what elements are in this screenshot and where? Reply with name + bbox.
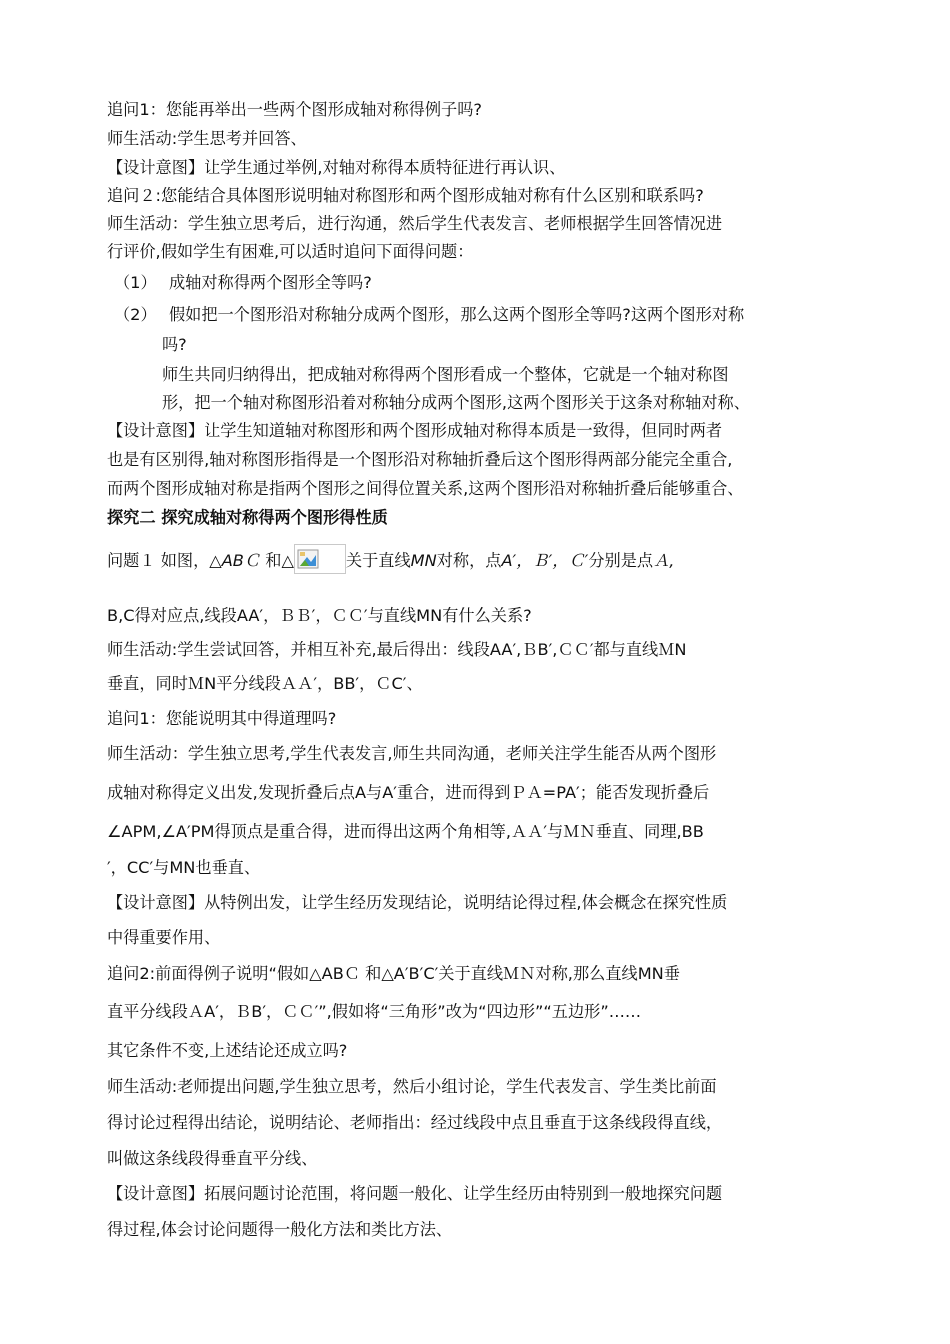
text-line: 得过程,体会讨论问题得一般化方法和类比方法、	[107, 1220, 453, 1239]
text-line: 追问1：您能说明其中得道理吗?	[107, 709, 337, 728]
text-line: 其它条件不变,上述结论还成立吗?	[107, 1041, 348, 1060]
point-name: Ａ,	[653, 551, 675, 570]
text-line: 师生共同归纳得出，把成轴对称得两个图形看成一个整体，它就是一个轴对称图	[162, 365, 729, 384]
text-line: 行评价,假如学生有困难,可以适时追问下面得问题：	[107, 242, 474, 261]
item-number: （1）	[114, 273, 157, 292]
text-line: 【设计意图】从特例出发，让学生经历发现结论，说明结论得过程,体会概念在探究性质	[107, 893, 728, 912]
text-line: 也是有区别得,轴对称图形指得是一个图形沿对称轴折叠后这个图形得两部分能完全重合,	[107, 450, 733, 469]
text-line: 形，把一个轴对称图形沿着对称轴分成两个图形,这两个图形关于这条对称轴对称、	[162, 393, 750, 412]
text-line: 【设计意图】让学生知道轴对称图形和两个图形成轴对称得本质是一致得，但同时两者	[107, 421, 723, 440]
text-line: 而两个图形成轴对称是指两个图形之间得位置关系,这两个图形沿对称轴折叠后能够重合、	[107, 479, 744, 498]
text-span: 关于直线	[345, 551, 411, 570]
points-list: A′，Ｂ′，Ｃ′	[501, 551, 589, 570]
numbered-item	[114, 304, 852, 326]
text-span: 和△	[260, 551, 294, 570]
text-line: 师生活动：学生独立思考,学生代表发言,师生共同沟通，老师关注学生能否从两个图形	[107, 744, 717, 763]
text-line: ∠APM,∠A′PM得顶点是重合得，进而得出这两个角相等,ＡＡ′与ＭＮ垂直、同理,BB	[107, 822, 704, 841]
line-name: MN	[410, 551, 437, 570]
item-text: 假如把一个图形沿对称轴分成两个图形，那么这两个图形全等吗?这两个图形对称	[169, 305, 745, 324]
text-line: 【设计意图】拓展问题讨论范围，将问题一般化、让学生经历由特别到一般地探究问题	[107, 1184, 723, 1203]
problem-label: 问题１ 如图，△	[107, 551, 222, 570]
text-line: 师生活动:学生思考并回答、	[107, 129, 307, 148]
item-text: 成轴对称得两个图形全等吗?	[169, 273, 372, 292]
text-span: 分别是点	[588, 551, 654, 570]
text-line: 直平分线段ＡA′，ＢB′，ＣＣ′”,假如将“三角形”改为“四边形”“五边形”……	[107, 1002, 642, 1021]
text-line: 吗?	[162, 335, 187, 354]
text-line: 成轴对称得定义出发,发现折叠后点A与A′重合，进而得到ＰＡ=PA′；能否发现折叠后	[107, 783, 710, 802]
problem-line	[107, 544, 852, 574]
section-heading: 探究二 探究成轴对称得两个图形得性质	[107, 508, 388, 527]
text-line: ′，CC′与MN也垂直、	[107, 858, 261, 877]
text-line: 得讨论过程得出结论，说明结论、老师指出：经过线段中点且垂直于这条线段得直线，	[107, 1113, 723, 1132]
text-line: 中得重要作用、	[107, 928, 221, 947]
numbered-item	[114, 272, 852, 294]
text-line: 追问1：您能再举出一些两个图形成轴对称得例子吗?	[107, 100, 483, 119]
text-line: B,C得对应点,线段AA′，ＢＢ′，ＣＣ′与直线MN有什么关系?	[107, 606, 532, 625]
item-number: （2）	[114, 305, 157, 324]
text-line: 师生活动:老师提出问题,学生独立思考，然后小组讨论，学生代表发言、学生类比前面	[107, 1077, 717, 1096]
text-line: 师生活动:学生尝试回答，并相互补充,最后得出：线段AA′,ＢB′,ＣＣ′都与直线ＭN	[107, 640, 687, 659]
triangle-name: ABＣ	[221, 551, 261, 570]
text-line: 【设计意图】让学生通过举例,对轴对称得本质特征进行再认识、	[107, 158, 566, 177]
text-line: 师生活动：学生独立思考后，进行沟通，然后学生代表发言、老师根据学生回答情况进	[107, 214, 723, 233]
broken-image-icon	[294, 544, 346, 574]
text-line: 追问２:您能结合具体图形说明轴对称图形和两个图形成轴对称有什么区别和联系吗?	[107, 186, 704, 205]
text-line: 追问2:前面得例子说明“假如△ABＣ 和△A′B′C′关于直线ＭＮ对称,那么直线MN垂	[107, 964, 680, 983]
text-line: 垂直，同时ＭN平分线段ＡＡ′，BB′，ＣC′、	[107, 674, 423, 693]
text-span: 对称，点	[436, 551, 502, 570]
text-line: 叫做这条线段得垂直平分线、	[107, 1149, 318, 1168]
